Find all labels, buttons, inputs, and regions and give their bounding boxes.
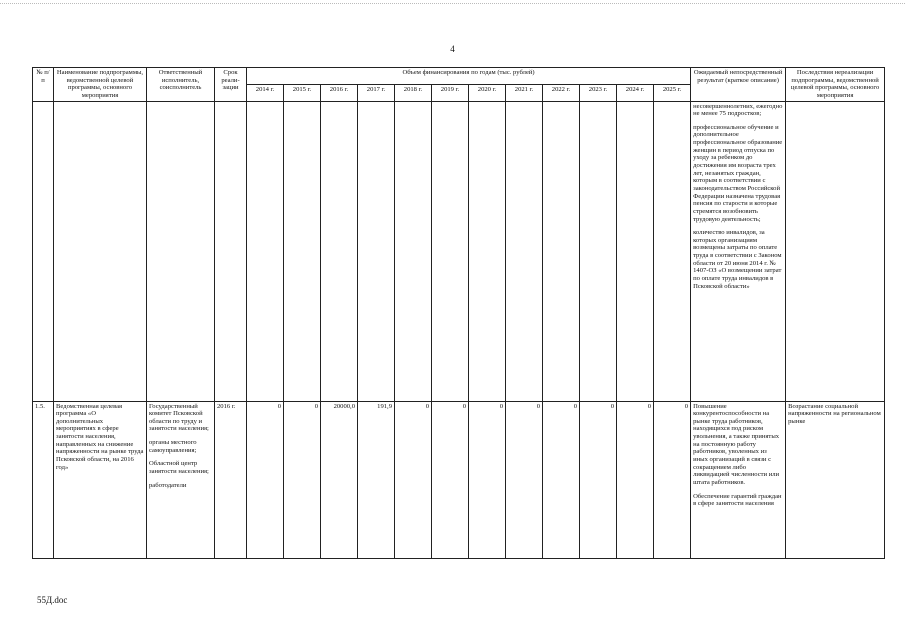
cell-empty: [506, 101, 543, 401]
cell-empty: [543, 101, 580, 401]
cell-value: 0: [654, 401, 691, 558]
executor-item: Государственный комитет Псковской области по труду и занятости населения;: [149, 402, 209, 433]
result-paragraph: несовершеннолетних, ежегодно не менее 75 подростков;: [693, 102, 783, 118]
cell-name: Ведомственная целевая программа «О дополнительных мероприятиях в сфере занятости населения, направленных на снижение напряженности на рынке труда Псковской области, на 2016 год»: [54, 401, 147, 558]
table-row: [33, 401, 885, 558]
cell-value: 0: [432, 401, 469, 558]
cell-empty: [215, 101, 247, 401]
cell-empty: [654, 101, 691, 401]
cell-value: 0: [543, 401, 580, 558]
header-year: 2015 г.: [284, 84, 321, 101]
header-term: Срок реали-зации: [215, 68, 247, 102]
result-paragraph: количество инвалидов, за которых организациям возмещены затраты по оплате труда в соответствии с Законом области от 20 июня 2014 г. № 1407-ОЗ «О возмещении затрат по оплате труда инвалидов в Псковской области»: [693, 229, 782, 290]
cell-empty: [432, 101, 469, 401]
header-year: 2023 г.: [580, 84, 617, 101]
header-year: 2016 г.: [321, 84, 358, 101]
cell-empty: [395, 101, 432, 401]
header-financing: Объем финансирования по годам (тыс. рублей): [247, 68, 691, 85]
header-year: 2018 г.: [395, 84, 432, 101]
header-consequences: Последствия нереализации подпрограммы, ведомственной целевой программы, основного мероприятия: [786, 68, 885, 102]
cell-empty: [54, 101, 147, 401]
cell-value: 0: [469, 401, 506, 558]
cell-value: 20000,0: [321, 401, 358, 558]
footer-filename: 55Д.doc: [37, 595, 68, 605]
table-row: [33, 101, 885, 401]
cell-consequences: Возрастание социальной напряженности на региональном рынке: [786, 401, 885, 558]
result-paragraph: Повышение конкурентоспособности на рынке труда работников, находящихся под риском увольнения, а также принятых на постоянную работу работников, уволенных из иных организаций в связи с сокращением либо ликвидацией численности или штата работников.: [693, 402, 780, 486]
header-year: 2020 г.: [469, 84, 506, 101]
cell-empty: [358, 101, 395, 401]
cell-value: 0: [580, 401, 617, 558]
top-scan-edge: [0, 0, 905, 4]
header-name: Наименование подпрограммы, ведомственной целевой программы, основного мероприятия: [54, 68, 147, 102]
financing-table: [32, 67, 885, 559]
cell-empty: [284, 101, 321, 401]
cell-term: 2016 г.: [215, 401, 247, 558]
result-paragraph: профессиональное обучение и дополнительное профессиональное образование женщин в период отпуска по уходу за ребенком до достижения им возраста трех лет, незанятых граждан, которым в соответствии с законодательством Российской Федерации назначена трудовая пенсия по старости и которые стремятся возобновить трудовую деятельность;: [693, 123, 783, 223]
cell-empty: [33, 101, 54, 401]
cell-empty: [147, 101, 215, 401]
cell-result: [691, 101, 786, 401]
cell-empty: [321, 101, 358, 401]
cell-result: [691, 401, 786, 558]
cell-value: 0: [506, 401, 543, 558]
header-no: № п/п: [33, 68, 54, 102]
cell-value: 191,9: [358, 401, 395, 558]
cell-value: 0: [247, 401, 284, 558]
cell-value: 0: [617, 401, 654, 558]
cell-empty: [469, 101, 506, 401]
result-paragraph: Обеспечение гарантий граждан в сфере занятости населения: [693, 492, 782, 508]
header-year: 2014 г.: [247, 84, 284, 101]
header-year: 2022 г.: [543, 84, 580, 101]
header-year: 2024 г.: [617, 84, 654, 101]
executor-item: органы местного самоуправления;: [149, 439, 197, 454]
header-year: 2019 г.: [432, 84, 469, 101]
cell-no: 1.5.: [33, 401, 54, 558]
cell-empty: [617, 101, 654, 401]
cell-value: 0: [284, 401, 321, 558]
cell-executor: [147, 401, 215, 558]
cell-value: 0: [395, 401, 432, 558]
cell-empty: [247, 101, 284, 401]
cell-empty: [580, 101, 617, 401]
header-year: 2017 г.: [358, 84, 395, 101]
header-year: 2025 г.: [654, 84, 691, 101]
header-year: 2021 г.: [506, 84, 543, 101]
cell-empty: [786, 101, 885, 401]
executor-item: Областной центр занятости населения;: [149, 460, 209, 476]
header-result: Ожидаемый непосредственный результат (краткое описание): [691, 68, 786, 102]
page-number: 4: [450, 44, 455, 54]
executor-item: работодатели: [149, 481, 187, 489]
header-executor: Ответственный исполнитель, соисполнитель: [147, 68, 215, 102]
